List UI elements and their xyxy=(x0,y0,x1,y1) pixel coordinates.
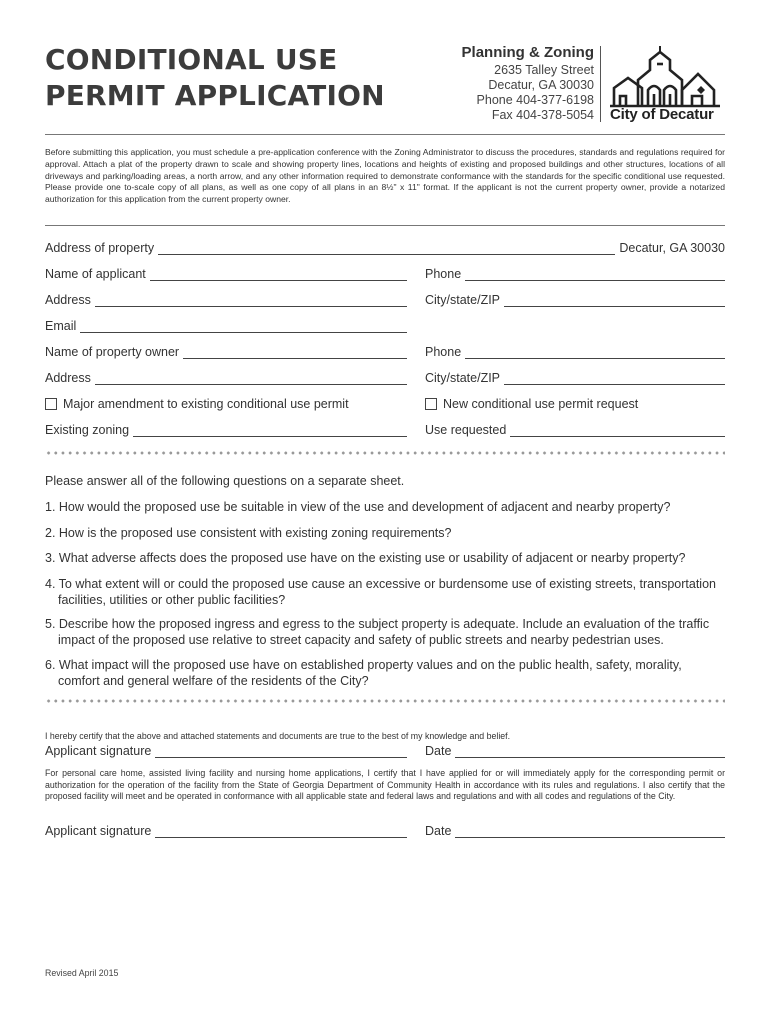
applicant-address-input[interactable] xyxy=(95,292,407,307)
signature-date-input-2[interactable] xyxy=(455,823,725,838)
question-1 xyxy=(45,499,735,515)
owner-name-input[interactable] xyxy=(183,344,407,359)
signature-date-label-2: Date xyxy=(425,824,452,838)
new-permit-checkbox[interactable] xyxy=(425,398,437,410)
row-email xyxy=(45,316,725,336)
applicant-city-label: City/state/ZIP xyxy=(425,293,501,307)
question-3 xyxy=(45,550,735,566)
street-address: 2635 Talley Street xyxy=(494,63,594,77)
owner-city-input[interactable] xyxy=(504,370,725,385)
header-divider xyxy=(600,46,601,122)
question-2 xyxy=(45,525,735,541)
owner-city-label: City/state/ZIP xyxy=(425,371,501,385)
question-text: 1. How would the proposed use be suitable in view of the use and development of adjacent and nearby property? xyxy=(45,500,671,514)
applicant-signature-input-2[interactable] xyxy=(155,823,407,838)
owner-phone-input[interactable] xyxy=(465,344,725,359)
applicant-phone-input[interactable] xyxy=(465,266,725,281)
owner-address-input[interactable] xyxy=(95,370,407,385)
owner-address-label: Address xyxy=(45,371,91,385)
major-amendment-checkbox[interactable] xyxy=(45,398,57,410)
address-of-property-city: Decatur, GA 30030 xyxy=(619,241,725,255)
major-amendment-label: Major amendment to existing conditional use permit xyxy=(63,397,349,411)
header-rule xyxy=(45,134,725,135)
title-line-1: CONDITIONAL USE xyxy=(45,43,338,76)
page-title xyxy=(45,42,385,114)
applicant-phone-label: Phone xyxy=(425,267,462,281)
applicant-phone-field[interactable] xyxy=(425,264,725,284)
signature-date-field-2[interactable] xyxy=(425,821,725,841)
applicant-city-input[interactable] xyxy=(504,292,725,307)
applicant-signature-field[interactable] xyxy=(45,741,407,761)
question-text: 3. What adverse affects does the proposed use have on the existing use or usability of adjacent or nearby property? xyxy=(45,551,686,565)
question-text: 4. To what extent will or could the proposed use cause an excessive or burdensome use of existing streets, transportation facilities, utilities or other public facilities? xyxy=(45,577,716,607)
certification-statement: I hereby certify that the above and attached statements and documents are true to the best of my knowledge and belief. xyxy=(45,730,511,741)
personal-care-statement: For personal care home, assisted living facility and nursing home applications, I certify that I have applied for or will immediately apply for the corresponding permit or authorization for the operation of the facility from the State of Georgia Department of Community Health in accordance with its rules and regulations. I also certify that the proposed facility will meet and be operated in conformance with all applicable state and federal laws and regulations and with all codes and regulations of the City. xyxy=(45,768,725,801)
row-signature-1 xyxy=(45,741,725,761)
use-requested-label: Use requested xyxy=(425,423,507,437)
question-text: 2. How is the proposed use consistent with existing zoning requirements? xyxy=(45,526,452,540)
fax-number: Fax 404-378-5054 xyxy=(491,108,594,122)
revision-note: Revised April 2015 xyxy=(45,968,119,978)
email-field[interactable] xyxy=(45,316,407,336)
applicant-city-field[interactable] xyxy=(425,290,725,310)
row-owner-address xyxy=(45,368,725,388)
owner-phone-field[interactable] xyxy=(425,342,725,362)
department-name: Planning & Zoning xyxy=(461,44,594,61)
address-of-property-label: Address of property xyxy=(45,241,155,255)
city-logo xyxy=(608,44,728,130)
question-4 xyxy=(45,576,717,608)
owner-address-field[interactable] xyxy=(45,368,407,388)
row-applicant-address xyxy=(45,290,725,310)
question-text: 6. What impact will the proposed use have on established property values and on the public health, safety, morality, comfort and general welfare of the residents of the City? xyxy=(45,658,682,688)
owner-phone-label: Phone xyxy=(425,345,462,359)
question-6 xyxy=(45,657,725,689)
applicant-name-field[interactable] xyxy=(45,264,407,284)
signature-date-label: Date xyxy=(425,744,452,758)
address-of-property-input[interactable] xyxy=(158,240,615,255)
existing-zoning-label: Existing zoning xyxy=(45,423,130,437)
phone-number: Phone 404-377-6198 xyxy=(476,93,594,107)
question-text: 5. Describe how the proposed ingress and egress to the subject property is adequate. Include an evaluation of the traffic impact of the proposed use relative to street capacity and safety of public streets and nearby pedestrian uses. xyxy=(45,617,710,647)
new-permit-label: New conditional use permit request xyxy=(443,397,639,411)
signature-date-field[interactable] xyxy=(425,741,725,761)
applicant-signature-field-2[interactable] xyxy=(45,821,407,841)
department-contact xyxy=(462,43,594,123)
use-requested-input[interactable] xyxy=(510,422,725,437)
applicant-signature-input[interactable] xyxy=(155,743,407,758)
applicant-address-field[interactable] xyxy=(45,290,407,310)
existing-zoning-input[interactable] xyxy=(133,422,407,437)
use-requested-field[interactable] xyxy=(425,420,725,440)
city-address: Decatur, GA 30030 xyxy=(488,78,594,92)
owner-name-field[interactable] xyxy=(45,342,407,362)
applicant-address-label: Address xyxy=(45,293,91,307)
new-permit-option[interactable] xyxy=(425,394,638,414)
applicant-name-input[interactable] xyxy=(150,266,407,281)
email-input[interactable] xyxy=(80,318,407,333)
intro-paragraph: Before submitting this application, you must schedule a pre-application conference with the Zoning Administrator to discuss the procedures, standards and regulations required for approval. Attach a plat of the property drawn to scale and showing property lines, locations and heights of existing and proposed buildings and other structures, locations of all driveways and parking/loading areas, a north arrow, and any other information required to demonstrate conformance with the standards for the specific conditional use requested. Please provide one to-scale copy of all plans, as well as one copy of all plans in an 8½" x 11" format. If the applicant is not the current property owner, provide a notarized authorization for this application from the current property owner. xyxy=(45,147,725,205)
row-owner xyxy=(45,342,725,362)
title-line-2: PERMIT APPLICATION xyxy=(45,79,385,112)
row-permit-type xyxy=(45,394,725,414)
owner-city-field[interactable] xyxy=(425,368,725,388)
row-zoning xyxy=(45,420,725,440)
applicant-signature-label-2: Applicant signature xyxy=(45,824,152,838)
intro-rule xyxy=(45,225,725,226)
address-of-property-field[interactable] xyxy=(45,238,725,258)
existing-zoning-field[interactable] xyxy=(45,420,407,440)
dotted-divider xyxy=(45,698,725,704)
applicant-name-label: Name of applicant xyxy=(45,267,146,281)
logo-text: City of Decatur xyxy=(610,106,714,123)
dotted-divider xyxy=(45,450,725,456)
major-amendment-option[interactable] xyxy=(45,394,349,414)
applicant-signature-label: Applicant signature xyxy=(45,744,152,758)
questions-instructions: Please answer all of the following questions on a separate sheet. xyxy=(45,474,405,488)
row-applicant xyxy=(45,264,725,284)
signature-date-input[interactable] xyxy=(455,743,725,758)
row-address-of-property xyxy=(45,238,725,258)
owner-name-label: Name of property owner xyxy=(45,345,180,359)
row-signature-2 xyxy=(45,821,725,841)
question-5 xyxy=(45,616,735,648)
email-label: Email xyxy=(45,319,77,333)
